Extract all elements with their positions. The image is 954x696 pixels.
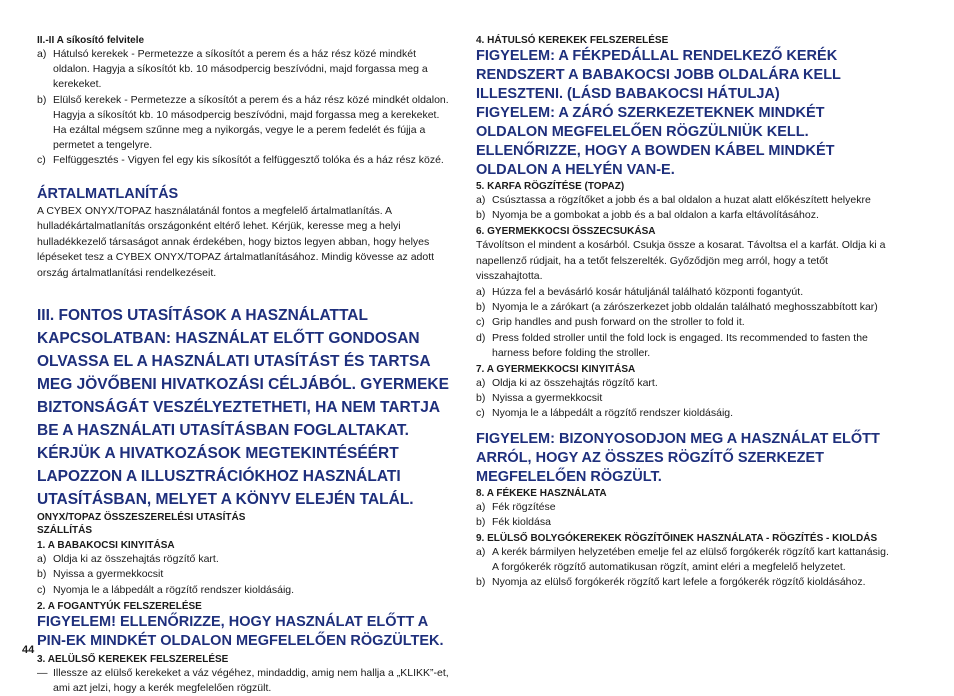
list-item <box>476 193 894 208</box>
list-marker: a) <box>476 545 486 558</box>
list-marker: b) <box>476 392 486 405</box>
list-item <box>37 583 449 598</box>
fold-list <box>476 285 894 361</box>
list-marker: c) <box>37 583 46 596</box>
section-front-wheels-title: 3. AELÜLSŐ KEREKEK FELSZERELÉSE <box>37 653 229 665</box>
list-item-text: A kerék bármilyen helyzetében emelje fel az elülső forgókerék rögzítő kart kattanásig. A forgókerék rögzítő automatikusan rögzít, amint eléri a megfelelő helyzetet. <box>492 545 889 574</box>
warning-rear-wheels: FIGYELEM: A FÉKPEDÁLLAL RENDELKEZŐ KERÉK RENDSZERT A BABAKOCSI JOBB OLDALÁRA KELL ILLESZTENI. (LÁSD BABAKOCSI HÁTULJA) <box>476 48 841 102</box>
list-item-text: Nyomja le a lábpedált a rögzítő rendszer kioldásáig. <box>492 407 734 420</box>
list-marker: c) <box>476 407 485 420</box>
list-marker: a) <box>476 285 486 298</box>
transport-label: SZÁLLÍTÁS <box>37 525 92 537</box>
list-item <box>37 153 449 168</box>
bumper-bar-list <box>476 193 894 223</box>
open-list <box>37 552 449 598</box>
list-item-text: Oldja ki az összehajtás rögzítő kart. <box>492 376 658 389</box>
disposal-heading: ÁRTALMATLANÍTÁS <box>37 185 179 202</box>
list-item-text: Nyissa a gyermekkocsit <box>492 392 603 405</box>
swivel-list <box>476 545 894 591</box>
list-item <box>476 515 894 530</box>
list-item <box>476 545 894 575</box>
list-item-text: Elülső kerekek - Permetezze a síkosítót a perem és a ház rész közé mindkét oldalon. Hagyja a síkosítót kb. 10 másodpercig beszívódni, majd forgassa meg a kerekeket. Ha ezáltal mégsem szűnne meg a nyikorgás, vegye le a perem fedelét és fújja a permetet a tengelyre. <box>53 93 449 152</box>
list-item <box>476 300 894 315</box>
list-marker: a) <box>476 500 486 513</box>
section-rear-wheels-title: 4. HÁTULSÓ KEREKEK FELSZERELÉSE <box>476 35 669 46</box>
section-bumper-bar-title: 5. KARFA RÖGZÍTÉSE (TOPAZ) <box>476 181 625 192</box>
list-item-text: Oldja ki az összehajtás rögzítő kart. <box>53 553 219 566</box>
list-item <box>476 376 894 391</box>
unfold-list <box>476 376 894 422</box>
list-item-text: Fék rögzítése <box>492 500 556 513</box>
disposal-text: A CYBEX ONYX/TOPAZ használatánál fontos a megfelelő ártalmatlanítás. A hulladékártalmatlanítás országonként eltérő lehet. Kérjük, keresse meg a helyi hulladékkezelő társaságot annak érdekében, hogy biztos legyen abban, hogy helyes lépéseket tesz a CYBEX ONYX/TOPAZ ártalmatlanításához. Mindig kövesse az adott ország ártalmatlanítási rendelkezéseit. <box>37 204 435 279</box>
list-item <box>37 552 449 567</box>
list-item <box>476 500 894 515</box>
section-fold-title: 6. GYERMEKKOCSI ÖSSZECSUKÁSA <box>476 226 656 238</box>
list-item-text: Felfüggesztés - Vigyen fel egy kis síkosítót a felfüggesztő tolóka és a ház rész közé. <box>53 154 444 167</box>
fold-intro-text: Távolítson el mindent a kosárból. Csukja össze a kosarat. Távoltsa el a karfát. Oldja ki a napellenző rúdjait, ha a tetőt felszerelték. Győződjön meg arról, hogy a tetőt visszahajtotta. <box>476 239 886 283</box>
list-marker: a) <box>37 553 47 566</box>
list-marker: b) <box>476 209 486 222</box>
list-item-text: Illessze az elülső kerekeket a váz végéhez, mindaddig, amig nem hallja a „KLIKK”-et, ami azt jelzi, hogy a kerék megfelelően rögzült. <box>53 666 449 694</box>
warning-secure: FIGYELEM: BIZONYOSODJON MEG A HASZNÁLAT ELŐTT ARRÓL, HOGY AZ ÖSSZES RÖGZÍTŐ SZERKEZET MEGFELELŐEN RÖGZÜLT. <box>476 430 880 485</box>
list-item-text: Hátulsó kerekek - Permetezze a síkosítót a perem és a ház rész közé mindkét oldalon. Hagyja a síkosítót kb. 10 másodpercig beszívódni, majd forgassa meg a kerekeket. <box>53 48 428 91</box>
list-marker: — <box>37 666 48 679</box>
list-item-text: Csúsztassa a rögzítőket a jobb és a bal oldalon a huzat alatt előkészített helyekre <box>492 194 871 206</box>
list-item-text: Press folded stroller until the fold lock is engaged. Its recommended to fasten the harness before folding the stroller. <box>492 331 868 359</box>
list-item <box>476 331 894 361</box>
list-marker: a) <box>37 48 47 60</box>
list-marker: b) <box>37 568 47 581</box>
list-item <box>476 406 894 421</box>
list-item <box>37 93 449 154</box>
list-marker: a) <box>476 194 486 206</box>
list-marker: b) <box>37 93 47 106</box>
list-item <box>37 47 449 93</box>
lubricant-list <box>37 47 449 169</box>
list-item-text: Nyomja az elülső forgókerék rögzítő kart lefele a forgókerék rögzítő kioldásához. <box>492 576 866 589</box>
warning-locks: FIGYELEM: A ZÁRÓ SZERKEZETEKNEK MINDKÉT OLDALON MEGFELELŐEN RÖGZÜLNIÜK KELL. <box>476 105 825 140</box>
section-open-title: 1. A BABAKOCSI KINYITÁSA <box>37 540 175 552</box>
list-item-text: Nyomja be a gombokat a jobb és a bal oldalon a karfa eltávolításához. <box>492 209 819 222</box>
section-lubricant-title: II.-II A síkosító felvitele <box>37 35 145 46</box>
page-number: 44 <box>22 644 35 656</box>
list-item <box>476 285 894 300</box>
important-instructions-heading: III. FONTOS UTASÍTÁSOK A HASZNÁLATTAL KAPCSOLATBAN: HASZNÁLAT ELŐTT GONDOSAN OLVASSA EL A HASZNÁLATI UTASÍTÁST ÉS TARTSA MEG JÖVŐBENI HIVATKOZÁSI CÉLJÁBÓL. GYERMEKE BIZTONSÁGÁT VESZÉLYEZTETHETI, HA NEM TARTJA BE A HASZNÁLATI UTASÍTÁSBAN FOGLALTAKAT. KÉRJÜK A HIVATKOZÁSOK MEGTEKINTÉSÉÉRT LAPOZZON A ILLUSZTRÁCIÓKHOZ HASZNÁLATI UTASÍTÁSBAN, MELYET A KÖNYV ELEJÉN TALÁL. <box>37 307 449 509</box>
list-marker: c) <box>476 316 485 329</box>
list-item <box>476 575 894 590</box>
right-column <box>476 34 894 591</box>
list-marker: b) <box>476 576 486 589</box>
list-item <box>476 315 894 330</box>
section-handle-title: 2. A FOGANTYÚK FELSZERELÉSE <box>37 600 202 612</box>
section-brake-title: 8. A FÉKEKE HASZNÁLATA <box>476 487 607 499</box>
list-marker: b) <box>476 301 486 314</box>
list-item <box>476 391 894 406</box>
front-wheels-list <box>37 666 449 696</box>
list-item <box>476 208 894 223</box>
section-unfold-title: 7. A GYERMEKKOCSI KINYITÁSA <box>476 363 636 375</box>
list-item-text: Nyomja le a lábpedált a rögzítő rendszer kioldásáig. <box>53 583 295 596</box>
list-marker: c) <box>37 154 46 167</box>
warning-bowden: ELLENŐRIZZE, HOGY A BOWDEN KÁBEL MINDKÉT OLDALON A HELYÉN VAN-E. <box>476 143 835 178</box>
list-item-text: Grip handles and push forward on the stroller to fold it. <box>492 316 745 329</box>
assembly-instructions-label: ONYX/TOPAZ ÖSSZESZERELÉSI UTASÍTÁS <box>37 512 246 524</box>
left-column <box>37 34 449 696</box>
list-item-text: Nyomja le a zárókart (a zárószerkezet jobb oldalán található meghosszabbított kar) <box>492 301 878 314</box>
list-marker: d) <box>476 331 486 344</box>
list-marker: a) <box>476 376 486 389</box>
section-swivel-title: 9. ELÜLSŐ BOLYGÓKEREKEK RÖGZÍTŐINEK HASZNÁLATA - RÖGZÍTÉS - KIOLDÁS <box>476 532 878 544</box>
list-item <box>37 666 449 696</box>
list-item-text: Húzza fel a bevásárló kosár hátuljánál található központi fogantyút. <box>492 285 804 298</box>
warning-pins: FIGYELEM! ELLENŐRIZZE, HOGY HASZNÁLAT ELŐTT A PIN-EK MINDKÉT OLDALON MEGFELELŐEN RÖGZÜLTEK. <box>37 613 444 649</box>
list-item-text: Nyissa a gyermekkocsit <box>53 568 164 581</box>
list-item <box>37 567 449 582</box>
list-marker: b) <box>476 515 486 528</box>
list-item-text: Fék kioldása <box>492 515 551 528</box>
brake-list <box>476 500 894 530</box>
